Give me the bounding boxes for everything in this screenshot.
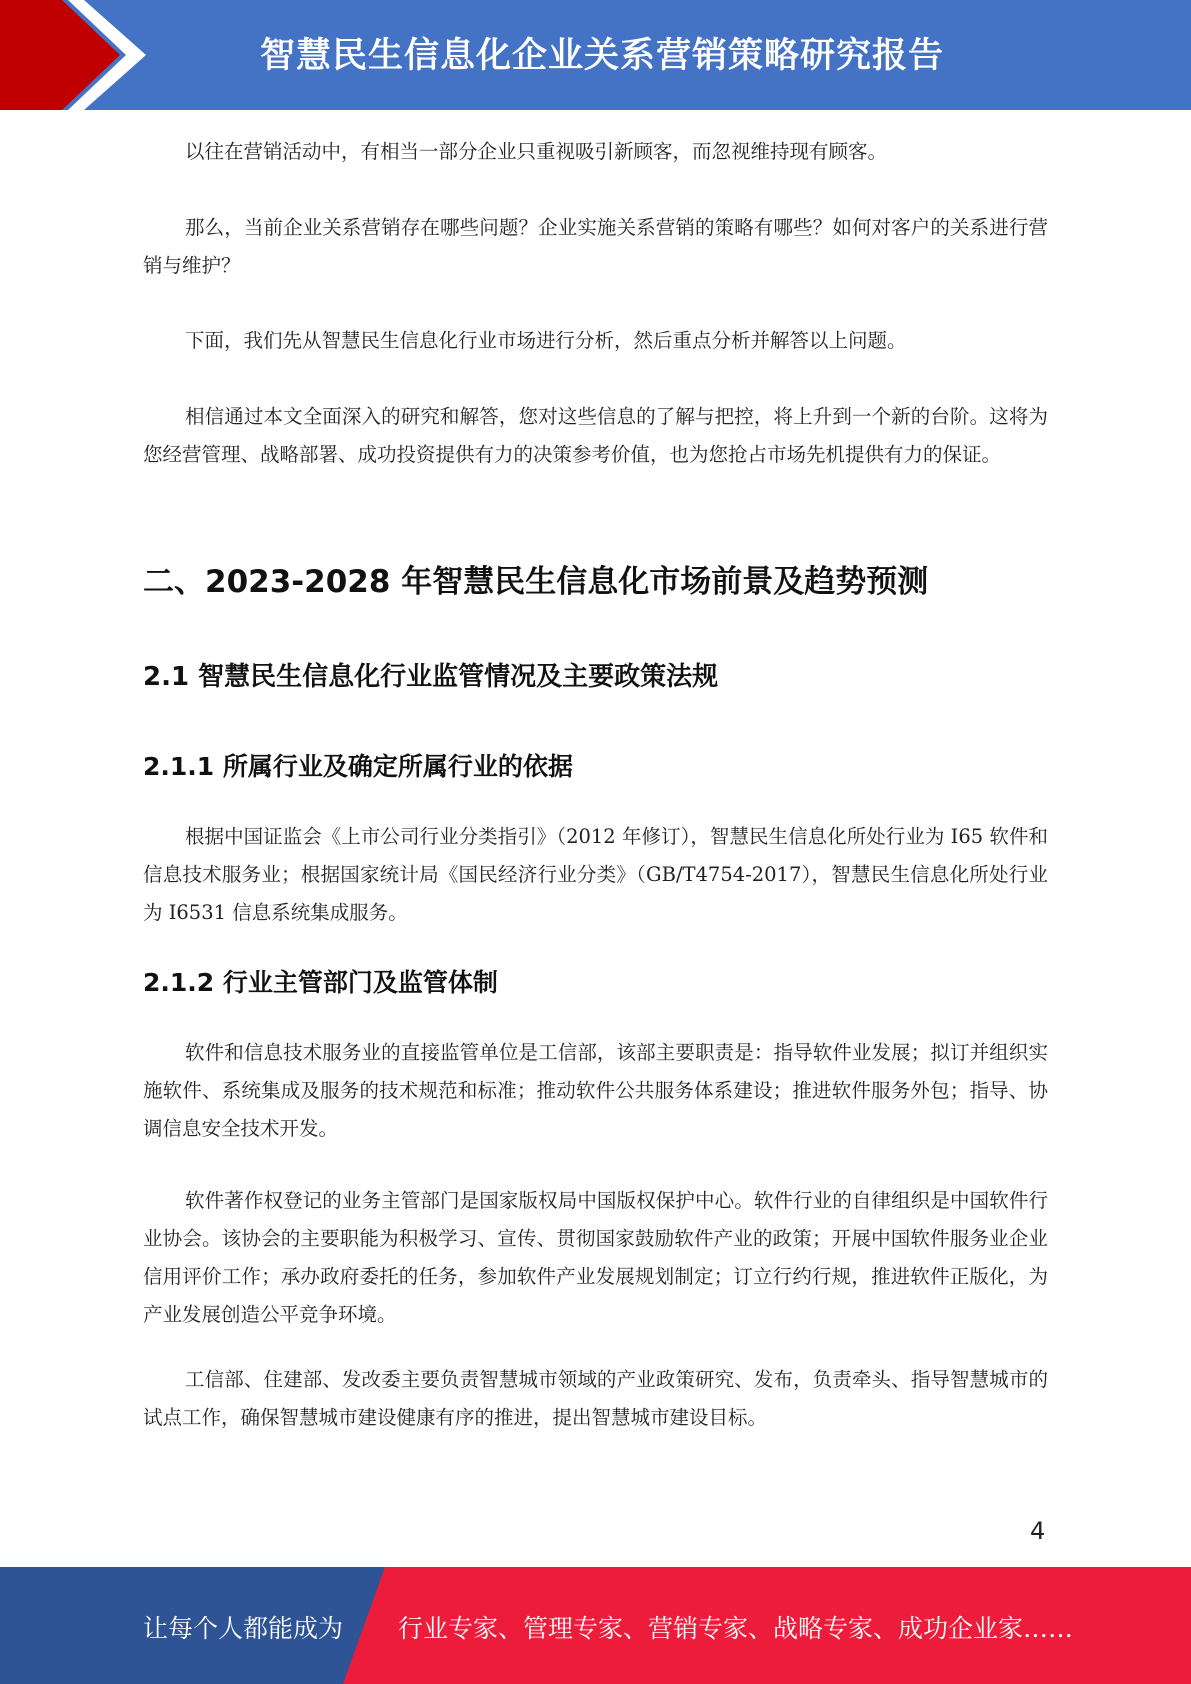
subsubsection-heading-industry: 2.1.1 所属行业及确定所属行业的依据	[143, 752, 573, 781]
paragraph-industry-classification: 根据中国证监会《上市公司行业分类指引》（2012 年修订），智慧民生信息化所处行业为 I65 软件和信息技术服务业；根据国家统计局《国民经济行业分类》（GB/T4754-2017），智慧民生信息化所处行业为 I6531 信息系统集成服务。	[143, 825, 1048, 924]
red-chevron-decoration	[0, 0, 160, 110]
page-number: 4	[1030, 1517, 1046, 1545]
paragraph-intro-4: 相信通过本文全面深入的研究和解答，您对这些信息的了解与把控，将上升到一个新的台阶。这将为您经营管理、战略部署、成功投资提供有力的决策参考价值，也为您抢占市场先机提供有力的保证。	[143, 405, 1048, 466]
paragraph-copyright: 软件著作权登记的业务主管部门是国家版权局中国版权保护中心。软件行业的自律组织是中国软件行业协会。该协会的主要职能为积极学习、宣传、贯彻国家鼓励软件产业的政策；开展中国软件服务业企业信用评价工作；承办政府委托的任务，参加软件产业发展规划制定；订立行约行规，推进软件正版化，为产业发展创造公平竞争环境。	[143, 1189, 1048, 1326]
page-header	[0, 0, 1191, 110]
footer-slogan-left: 让每个人都能成为	[143, 1614, 344, 1643]
report-title: 智慧民生信息化企业关系营销策略研究报告	[260, 36, 945, 76]
paragraph-smart-city: 工信部、住建部、发改委主要负责智慧城市领域的产业政策研究、发布，负责牵头、指导智慧城市的试点工作，确保智慧城市建设健康有序的推进，提出智慧城市建设目标。	[143, 1368, 1048, 1429]
paragraph-intro-2: 那么，当前企业关系营销存在哪些问题？企业实施关系营销的策略有哪些？如何对客户的关系进行营销与维护？	[143, 216, 1048, 277]
paragraph-intro-1: 以往在营销活动中，有相当一部分企业只重视吸引新顾客，而忽视维持现有顾客。	[185, 140, 888, 163]
subsection-heading: 2.1 智慧民生信息化行业监管情况及主要政策法规	[143, 662, 719, 692]
page-footer	[0, 1567, 1191, 1684]
section-heading: 二、2023-2028 年智慧民生信息化市场前景及趋势预测	[143, 564, 929, 600]
paragraph-regulator: 软件和信息技术服务业的直接监管单位是工信部，该部主要职责是：指导软件业发展；拟订并组织实施软件、系统集成及服务的技术规范和标准；推动软件公共服务体系建设；推进软件服务外包；指导、协调信息安全技术开发。	[143, 1041, 1048, 1140]
paragraph-intro-3: 下面，我们先从智慧民生信息化行业市场进行分析，然后重点分析并解答以上问题。	[185, 329, 907, 352]
subsubsection-heading-regulation: 2.1.2 行业主管部门及监管体制	[143, 968, 498, 997]
footer-slogan-right: 行业专家、管理专家、营销专家、战略专家、成功企业家……	[398, 1614, 1074, 1643]
